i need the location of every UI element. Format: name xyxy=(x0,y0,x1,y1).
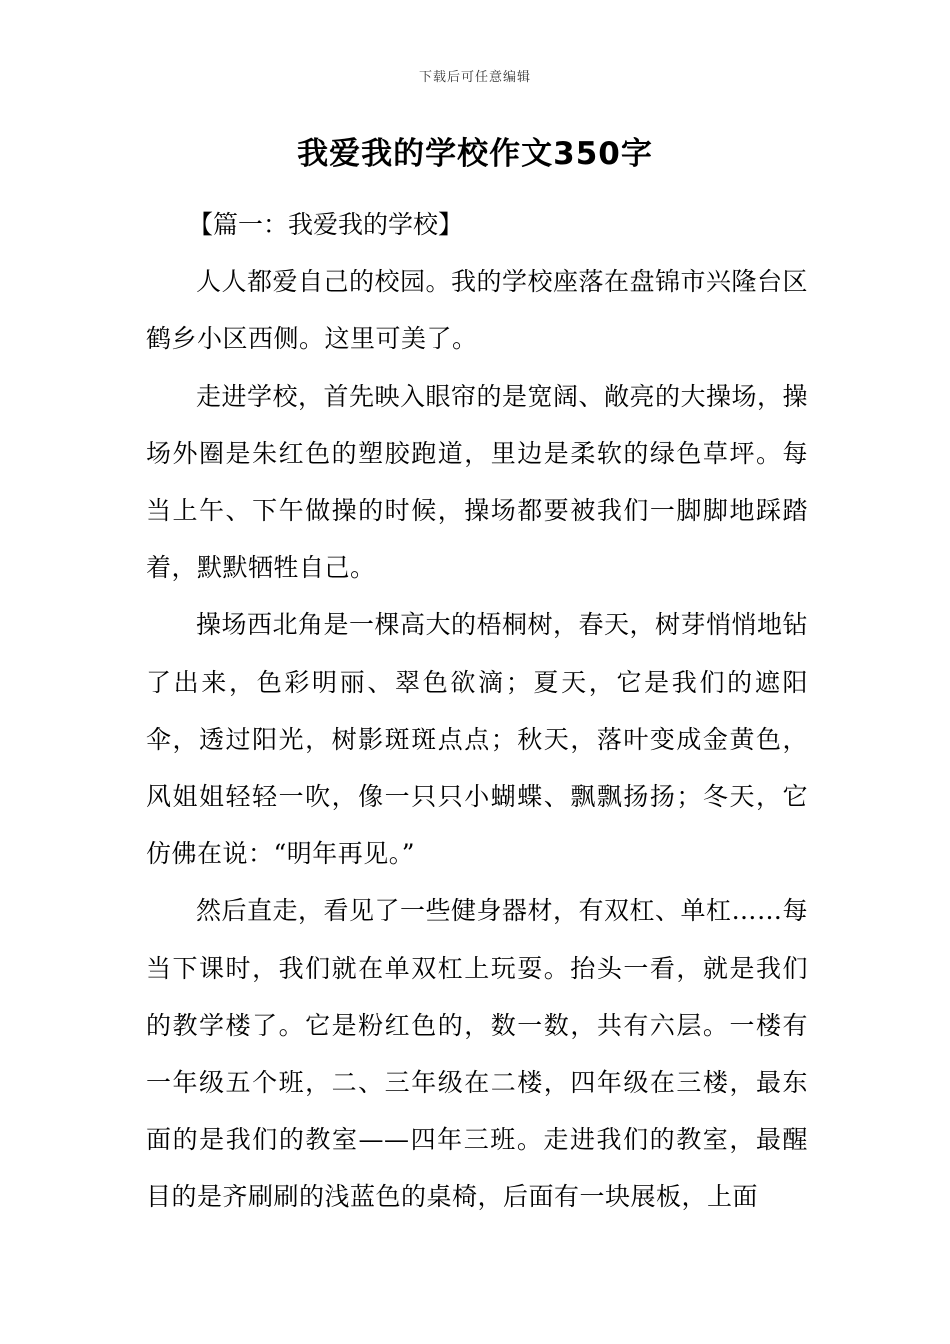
section-heading: 【篇一：我爱我的学校】 xyxy=(188,210,464,239)
essay-body xyxy=(146,196,808,1226)
header-note: 下载后可任意编辑 xyxy=(418,70,531,85)
paragraph: 然后直走，看见了一些健身器材，有双杠、单杠……每当下课时，我们就在单双杠上玩耍。抬头一看，就是我们的教学楼了。它是粉红色的，数一数，共有六层。一楼有一年级五个班，二、三年级在二楼，四年级在三楼，最东面的是我们的教室——四年三班。走进我们的教室，最醒目的是齐刷刷的浅蓝色的桌椅，后面有一块展板，上面 xyxy=(146,896,809,1212)
paragraph: 操场西北角是一棵高大的梧桐树，春天，树芽悄悄地钻了出来，色彩明丽、翠色欲滴；夏天，它是我们的遮阳伞，透过阳光，树影斑斑点点；秋天，落叶变成金黄色，风姐姐轻轻一吹，像一只只小蝴蝶、飘飘扬扬；冬天，它仿佛在说：“明年再见。” xyxy=(146,610,809,869)
document-title: 我爱我的学校作文350字 xyxy=(297,136,653,172)
paragraph: 人人都爱自己的校园。我的学校座落在盘锦市兴隆台区鹤乡小区西侧。这里可美了。 xyxy=(146,267,809,354)
paragraph: 走进学校，首先映入眼帘的是宽阔、敞亮的大操场，操场外圈是朱红色的塑胶跑道，里边是柔软的绿色草坪。每当上午、下午做操的时候，操场都要被我们一脚脚地踩踏着，默默牺牲自己。 xyxy=(146,381,809,583)
